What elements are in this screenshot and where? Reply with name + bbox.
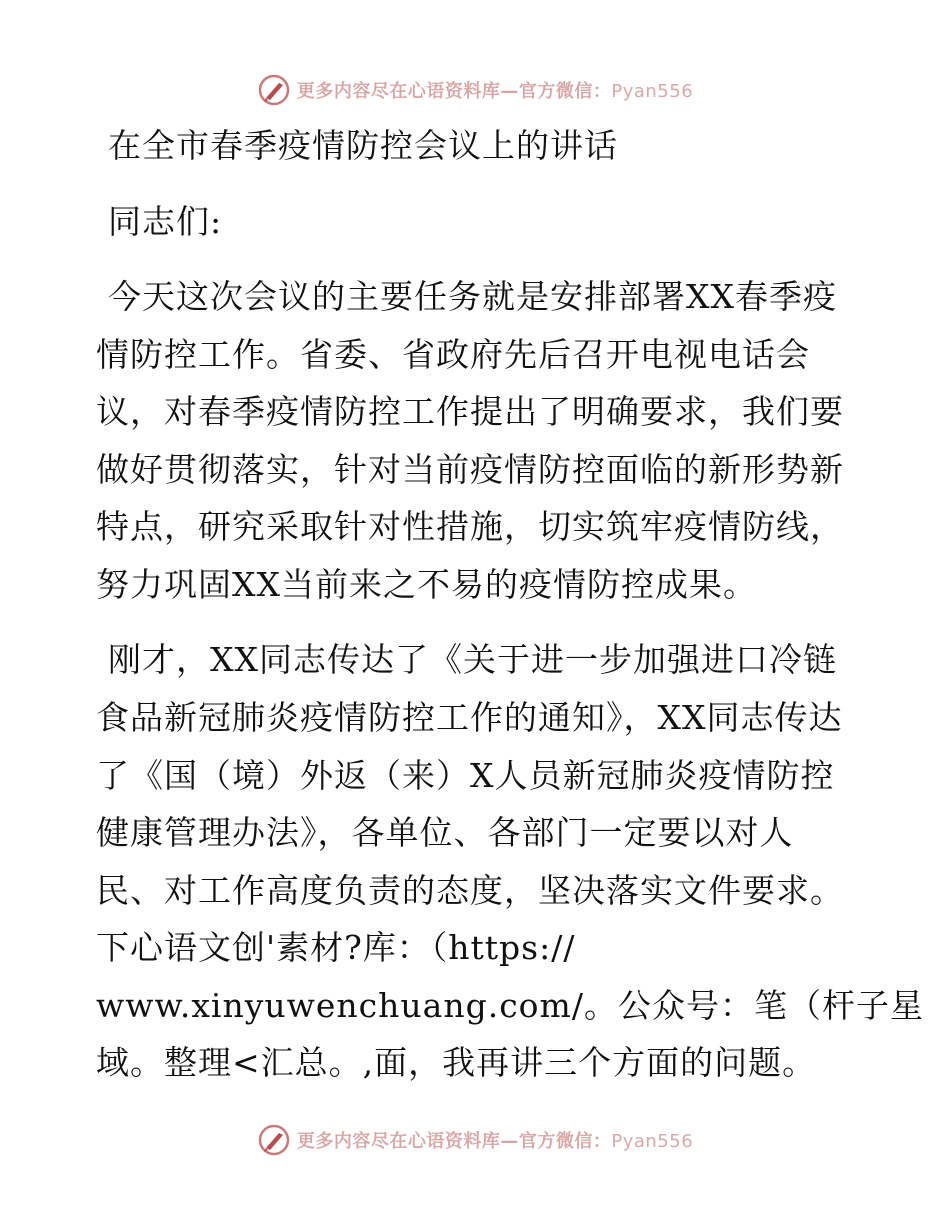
paragraph-line: 刚才，XX同志传达了《关于进一步加强进口冷链: [108, 640, 837, 679]
watermark-text: 更多内容尽在心语资料库—官方微信：Pyan556: [296, 1131, 694, 1152]
paragraph-line: 了《国（境）外返（来）X人员新冠肺炎疫情防控: [96, 756, 835, 795]
paragraph-line: www.xinyuwenchuang.com/。公众号：笔（杆子星: [96, 986, 924, 1025]
header-watermark: [0, 72, 950, 108]
paragraph-line: 特点，研究采取针对性措施，切实筑牢疫情防线，: [96, 507, 844, 546]
footer-watermark: [0, 1122, 950, 1158]
watermark-text: 更多内容尽在心语资料库—官方微信：Pyan556: [296, 81, 694, 102]
document-title: 在全市春季疫情防控会议上的讲话: [108, 126, 618, 165]
paragraph-line: 民、对工作高度负责的态度，坚决落实文件要求。: [96, 871, 844, 910]
paragraph-line: 今天这次会议的主要任务就是安排部署XX春季疫: [108, 277, 837, 316]
wechat-id: Pyan556: [611, 1131, 694, 1152]
paragraph-line: 下心语文创'素材?库：（https://: [96, 928, 576, 967]
paragraph-line: 食品新冠肺炎疫情防控工作的通知》，XX同志传达: [96, 698, 843, 737]
paragraph-line: 议，对春季疫情防控工作提出了明确要求，我们要: [96, 392, 844, 431]
paragraph-line: 域。整理<汇总。,面，我再讲三个方面的问题。: [96, 1043, 817, 1082]
wechat-id: Pyan556: [611, 81, 694, 102]
paragraph-line: 健康管理办法》，各单位、各部门一定要以对人: [96, 813, 794, 852]
paragraph-line: 情防控工作。省委、省政府先后召开电视电话会: [96, 335, 810, 374]
paragraph-line: 做好贯彻落实，针对当前疫情防控面临的新形势新: [96, 450, 844, 489]
quill-pen-logo-icon: [257, 1123, 291, 1157]
salutation: 同志们:: [108, 202, 223, 241]
quill-pen-logo-icon: [257, 73, 291, 107]
paragraph-line: 努力巩固XX当前来之不易的疫情防控成果。: [96, 565, 757, 604]
